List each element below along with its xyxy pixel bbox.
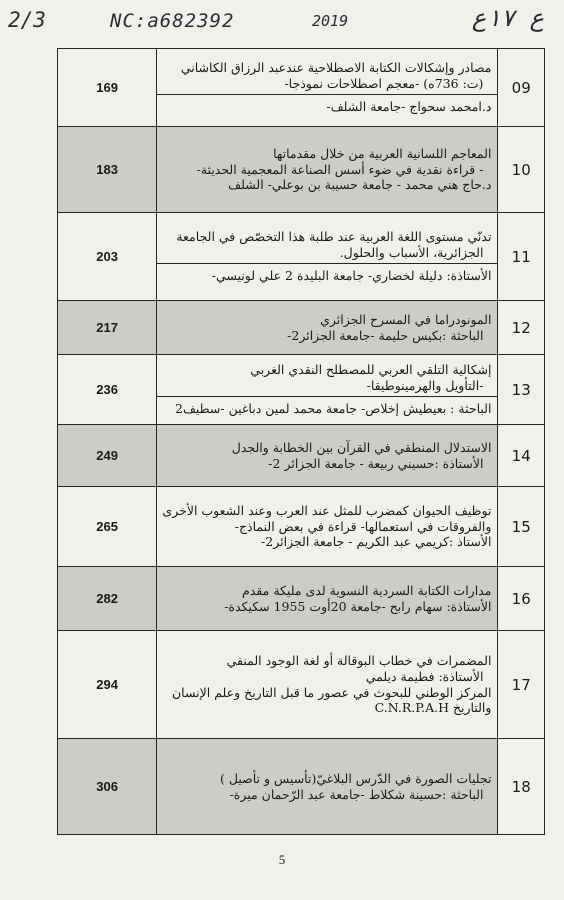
entry-title-cell: [157, 213, 498, 301]
toc-row: [58, 213, 545, 301]
toc-row: [58, 425, 545, 487]
entry-page-number: 249: [58, 425, 157, 487]
entry-text-line: د.امحمد سحواج -جامعة الشلف-: [157, 94, 497, 115]
entry-text-line: الاستدلال المنطقي في القرآن بين الخطابة والجدل: [231, 439, 492, 455]
entry-text-line: الباحثة :حسينة شكلاط -جامعة عبد الرّحمان ميرة-: [229, 786, 484, 802]
entry-text-line: الجزائرية، الأسباب والحلول.: [339, 244, 484, 260]
entry-title-cell: [157, 49, 498, 127]
entry-text-line: المركز الوطني للبحوث في عصور ما قبل التاريخ وعلم الإنسان: [172, 684, 492, 700]
entry-text-line: (ت: 736ه) -معجم اصطلاحات نموذجا-: [284, 75, 484, 91]
entry-number: 09: [498, 49, 545, 127]
entry-page-number: 217: [58, 301, 157, 355]
entry-title-cell: [157, 301, 498, 355]
entry-text-line: المضمرات في خطاب البوقالة أو لغة الوجود المنفي: [226, 653, 492, 669]
entry-text-line: مدارات الكتابة السردية النسوية لدى مليكة مقدم: [242, 582, 492, 598]
entry-title-cell: [157, 487, 498, 567]
entry-page-number: 236: [58, 355, 157, 425]
entry-text-line: الأستاذ :كريمي عبد الكريم - جامعة الجزائر2-: [261, 534, 492, 550]
handwritten-arabic-note: ع ١٧ع: [471, 4, 544, 32]
entry-text-line: توظيف الحيوان كمضرب للمثل عند العرب وعند الشعوب الأخرى: [162, 503, 492, 519]
entry-page-number: 306: [58, 739, 157, 835]
entry-text-line: الأستاذة: دليلة لخضاري- جامعة البليدة 2 علي لونيسي-: [157, 263, 497, 284]
entry-title-cell: [157, 567, 498, 631]
entry-number: 12: [498, 301, 545, 355]
entry-text-line: المعاجم اللسانية العربية من خلال مقدماتها: [273, 146, 492, 162]
toc-body: [58, 49, 545, 835]
toc-row: [58, 301, 545, 355]
page-number: 5: [278, 852, 286, 867]
toc-row: [58, 739, 545, 835]
entry-page-number: 169: [58, 49, 157, 127]
entry-title-cell: [157, 631, 498, 739]
entry-number: 14: [498, 425, 545, 487]
table-of-contents: [57, 48, 545, 835]
entry-text-line: الأستاذة: سهام رابح -جامعة 20أوت 1955 سكيكدة-: [224, 598, 492, 614]
entry-text-line: والتاريخ C.N.R.P.A.H: [374, 700, 492, 716]
entry-text-line: المونودراما في المسرح الجزائري: [320, 311, 492, 327]
entry-text-line: تجليات الصورة في الدّرس البلاغيّ(تأسيس و تأصيل ): [220, 770, 492, 786]
entry-title-cell: [157, 127, 498, 213]
entry-page-number: 294: [58, 631, 157, 739]
entry-text-line: -التأويل والهرمينوطيقا-: [366, 377, 484, 393]
toc-row: [58, 355, 545, 425]
entry-page-number: 203: [58, 213, 157, 301]
entry-page-number: 265: [58, 487, 157, 567]
entry-text-line: الأستاذة :حسيني ربيعة - جامعة الجزائر 2-: [268, 455, 484, 471]
entry-number: 13: [498, 355, 545, 425]
entry-text-line: الباحثة :بكيس حليمة -جامعة الجزائر2-: [287, 327, 484, 343]
handwritten-nc-number: NC:a682392: [110, 10, 235, 32]
entry-text-line: والفروقات في استعمالها- قراءة في بعض النماذج-: [234, 518, 492, 534]
entry-title-cell: [157, 425, 498, 487]
entry-page-number: 183: [58, 127, 157, 213]
entry-text-line: مصادر وإشكالات الكتابة الاصطلاحية عندعبد الرزاق الكاشاني: [180, 60, 492, 76]
entry-text-line: إشكالية التلقي العربي للمصطلح النقدي الغربي: [250, 362, 492, 378]
handwritten-code: 2019: [312, 12, 349, 30]
entry-number: 11: [498, 213, 545, 301]
entry-number: 15: [498, 487, 545, 567]
entry-title-cell: [157, 739, 498, 835]
toc-row: [58, 487, 545, 567]
toc-row: [58, 631, 545, 739]
entry-number: 18: [498, 739, 545, 835]
entry-text-line: - قراءة نقدية في ضوء أسس الصناعة المعجمية الحديثة-: [196, 161, 484, 177]
entry-title-cell: [157, 355, 498, 425]
handwritten-fraction: 2/3: [8, 8, 46, 32]
entry-number: 16: [498, 567, 545, 631]
entry-page-number: 282: [58, 567, 157, 631]
entry-text-line: الأستاذة: فطيمة ديلمي: [365, 668, 484, 684]
entry-text-line: الباحثة : بعيطيش إخلاص- جامعة محمد لمين دباغين -سطيف2: [157, 396, 497, 417]
toc-row: [58, 567, 545, 631]
entry-number: 17: [498, 631, 545, 739]
toc-row: [58, 127, 545, 213]
entry-text-line: د.حاج هني محمد - جامعة حسيبة بن بوعلي- الشلف: [228, 177, 492, 193]
entry-text-line: تدنّي مستوى اللغة العربية عند طلبة هذا التخصّص في الجامعة: [176, 229, 492, 245]
entry-number: 10: [498, 127, 545, 213]
toc-row: [58, 49, 545, 127]
